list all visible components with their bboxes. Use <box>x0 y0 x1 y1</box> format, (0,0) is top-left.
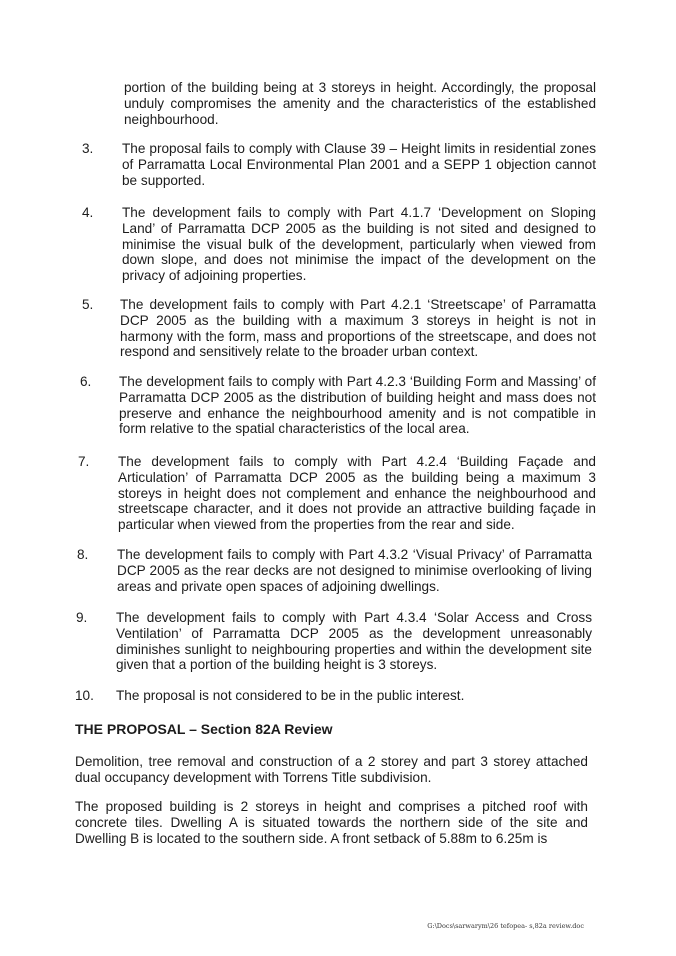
list-item-text: The development fails to comply with Part 4.1.7 ‘Development on Sloping Land’ of Parramatta DCP 2005 as the building is not sited and designed to minimise the visual bulk of the development, particularly when viewed from down slope, and does not minimise the impact of the development on the privacy of adjoining properties. <box>122 205 596 284</box>
list-item-text: The development fails to comply with Part 4.2.4 ‘Building Façade and Articulation’ of Parramatta DCP 2005 as the building being a maximum 3 storeys in height does not complement and enhance the neighbourhood and streetscape character, and it does not provide an attractive building façade in particular when viewed from the properties from the rear and side. <box>118 454 596 533</box>
section-heading: THE PROPOSAL – Section 82A Review <box>75 721 333 737</box>
list-item-text: The development fails to comply with Part 4.3.4 ‘Solar Access and Cross Ventilation’ of Parramatta DCP 2005 as the development unreasonably diminishes sunlight to neighbouring properties and within the development site given that a portion of the building height is 3 storeys. <box>116 610 592 673</box>
item-number: 9. <box>76 610 88 625</box>
item-number: 5. <box>82 297 94 312</box>
item-number: 3. <box>82 141 94 156</box>
list-item-text: The development fails to comply with Part 4.2.3 ‘Building Form and Massing’ of Parramatta DCP 2005 as the distribution of building height and mass does not preserve and enhance the neighbourhood amenity and is not compatible in form relative to the spatial characteristics of the local area. <box>119 374 596 437</box>
item-number: 6. <box>80 374 92 389</box>
item-number: 10. <box>75 688 94 703</box>
list-item-text: The proposal is not considered to be in the public interest. <box>116 688 465 703</box>
body-paragraph: Demolition, tree removal and construction of a 2 storey and part 3 storey attached dual occupancy development with Torrens Title subdivision. <box>75 754 588 785</box>
item-number: 7. <box>78 454 90 469</box>
list-item-text: The development fails to comply with Part 4.3.2 ‘Visual Privacy’ of Parramatta DCP 2005 as the rear decks are not designed to minimise overlooking of living areas and private open spaces of adjoining dwellings. <box>117 547 592 594</box>
body-paragraph: The proposed building is 2 storeys in height and comprises a pitched roof with concrete tiles. Dwelling A is situated towards the northern side of the site and Dwelling B is located to the southern side. A front setback of 5.88m to 6.25m is <box>75 799 588 846</box>
item-number: 4. <box>82 205 94 220</box>
footer-file-path: G:\Docs\sarwarym\26 tefopea- s,82a review.doc <box>427 922 584 930</box>
list-item-text: The proposal fails to comply with Clause 39 – Height limits in residential zones of Parramatta Local Environmental Plan 2001 and a SEPP 1 objection cannot be supported. <box>122 141 596 188</box>
item-number: 8. <box>77 547 89 562</box>
intro-continuation: portion of the building being at 3 storeys in height. Accordingly, the proposal unduly compromises the amenity and the characteristics of the established neighbourhood. <box>124 80 596 127</box>
list-item-text: The development fails to comply with Part 4.2.1 ‘Streetscape’ of Parramatta DCP 2005 as the building with a maximum 3 storeys in height is not in harmony with the form, mass and proportions of the streetscape, and does not respond and sensitively relate to the broader urban context. <box>120 297 596 360</box>
